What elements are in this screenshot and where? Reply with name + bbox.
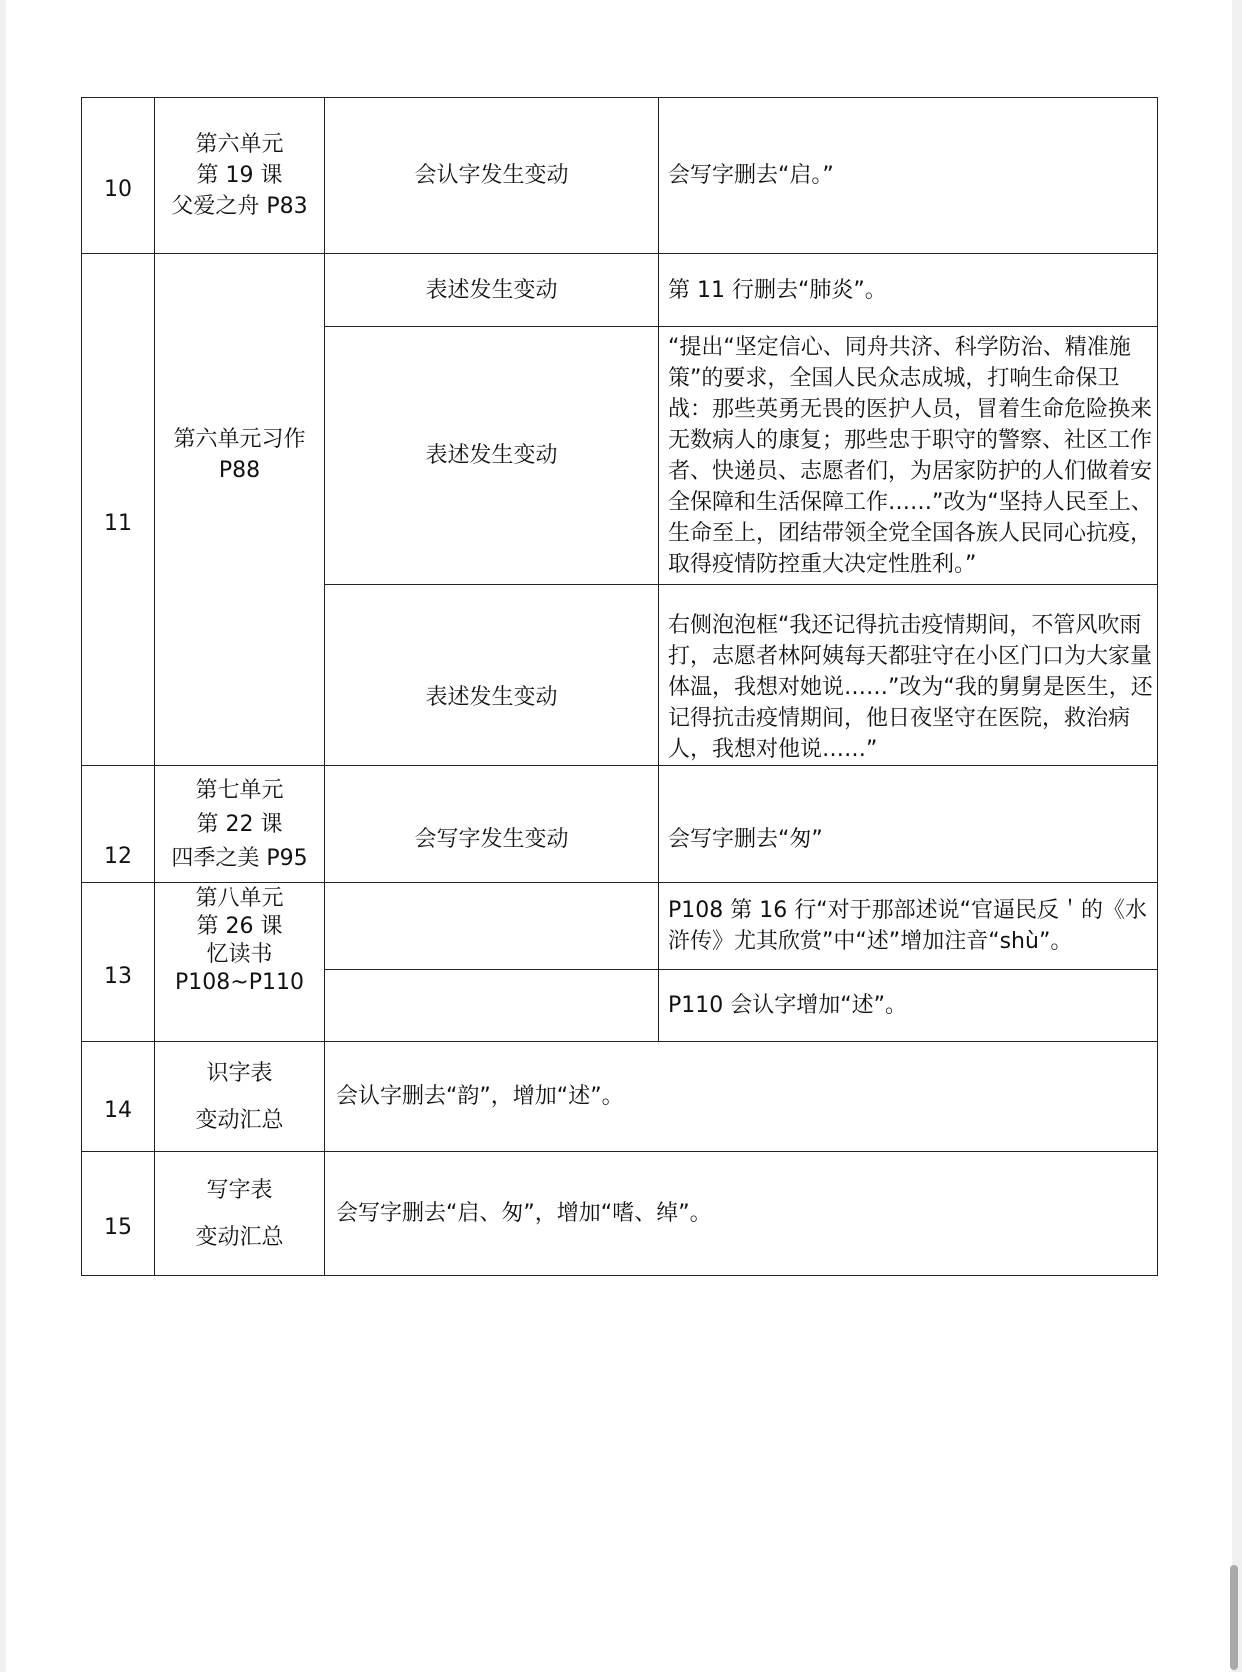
- summary-cell: 会认字删去“韵”，增加“述”。: [325, 1042, 1158, 1152]
- lesson-cell: 第六单元 第 19 课 父爱之舟 P83: [155, 98, 325, 254]
- lesson-cell: 第六单元习作 P88: [155, 254, 325, 766]
- row-number: 10: [82, 98, 155, 254]
- change-description: 会写字删去“启。”: [659, 98, 1158, 254]
- change-description: 右侧泡泡框“我还记得抗击疫情期间，不管风吹雨打，志愿者林阿姨每天都驻守在小区门口为大家量体温，我想对她说……”改为“我的舅舅是医生，还记得抗击疫情期间，他日夜坚守在医院，救治病人，我想对他说……”: [659, 585, 1158, 766]
- lesson-cell: 第七单元 第 22 课 四季之美 P95: [155, 766, 325, 883]
- row-number: 13: [82, 883, 155, 1042]
- change-type: 表述发生变动: [325, 585, 659, 766]
- lesson-cell: 写字表 变动汇总: [155, 1152, 325, 1276]
- vertical-scrollbar-thumb[interactable]: [1230, 1565, 1238, 1670]
- row-number: 14: [82, 1042, 155, 1152]
- change-type: 会认字发生变动: [325, 98, 659, 254]
- change-type: 会写字发生变动: [325, 766, 659, 883]
- table-row: [82, 1042, 1158, 1152]
- table-row: [82, 98, 1158, 254]
- table-row: [82, 1152, 1158, 1276]
- table-row: [82, 254, 1158, 327]
- summary-cell: 会写字删去“启、匆”，增加“嗜、绰”。: [325, 1152, 1158, 1276]
- textbook-changes-table: [81, 97, 1158, 1276]
- change-type: 表述发生变动: [325, 254, 659, 327]
- change-type: 表述发生变动: [325, 327, 659, 585]
- change-type: [325, 883, 659, 970]
- change-description: P110 会认字增加“述”。: [659, 970, 1158, 1042]
- change-description: 第 11 行删去“肺炎”。: [659, 254, 1158, 327]
- change-description: “提出“坚定信心、同舟共济、科学防治、精准施策”的要求，全国人民众志成城，打响生命保卫战：那些英勇无畏的医护人员，冒着生命危险换来无数病人的康复；那些忠于职守的警察、社区工作者、快递员、志愿者们，为居家防护的人们做着安全保障和生活保障工作……”改为“坚持人民至上、生命至上，团结带领全党全国各族人民同心抗疫，取得疫情防控重大决定性胜利。”: [659, 327, 1158, 585]
- row-number: 15: [82, 1152, 155, 1276]
- row-number: 11: [82, 254, 155, 766]
- table-row: [82, 766, 1158, 883]
- change-type: [325, 970, 659, 1042]
- row-number: 12: [82, 766, 155, 883]
- lesson-cell: 识字表 变动汇总: [155, 1042, 325, 1152]
- document-page: [6, 0, 1232, 1672]
- table-row: [82, 883, 1158, 970]
- lesson-cell: 第八单元 第 26 课 忆读书 P108~P110: [155, 883, 325, 1042]
- change-description: P108 第 16 行“对于那部述说“官逼民反＇的《水浒传》尤其欣赏”中“述”增加注音“shù”。: [659, 883, 1158, 970]
- change-description: 会写字删去“匆”: [659, 766, 1158, 883]
